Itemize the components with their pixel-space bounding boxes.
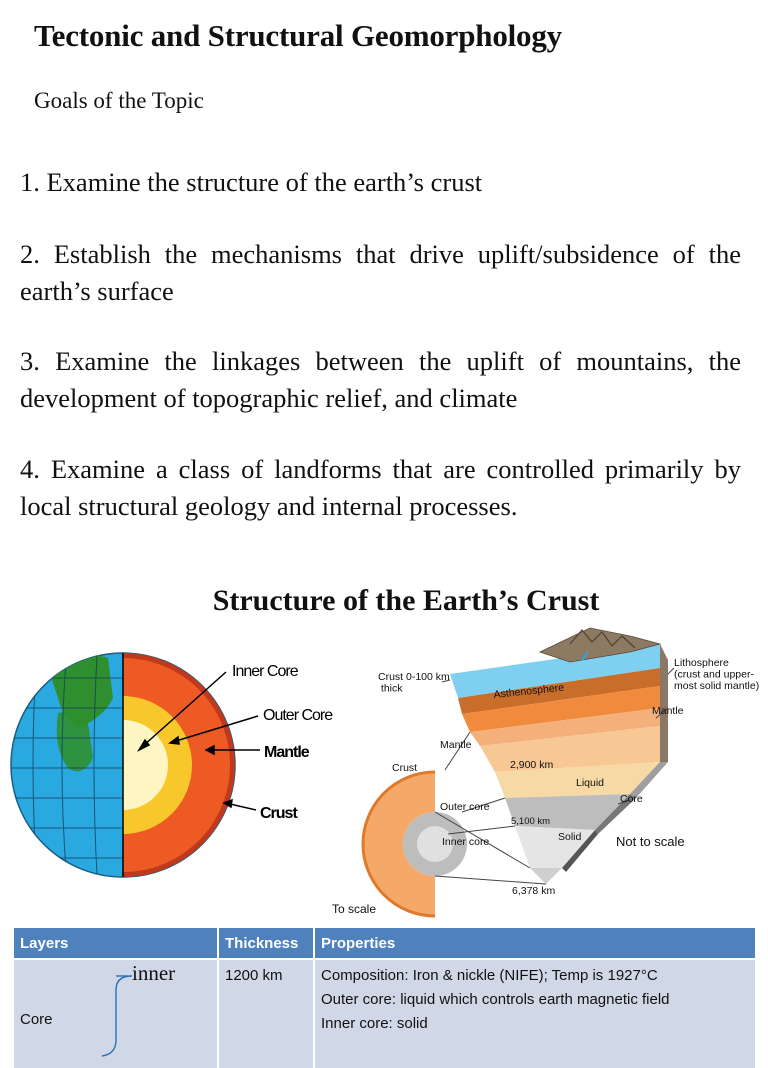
earth-globe-figure (8, 638, 360, 892)
core-label: Core (620, 793, 643, 805)
crust-thickness-label: Crust 0-100 km thick (378, 671, 450, 695)
goal-item: 3. Examine the linkages between the uplift of mountains, the development of topographic relief, and climate (20, 346, 741, 413)
not-to-scale-label: Not to scale (616, 834, 685, 849)
depth-2900-label: 2,900 km (510, 759, 554, 771)
table-row (14, 959, 756, 1068)
property-line: Inner core: solid (321, 1015, 428, 1032)
sublayer-label: inner (132, 961, 176, 985)
liquid-label: Liquid (576, 777, 605, 789)
asthenosphere-label: Asthenosphere (493, 681, 565, 701)
globe-outer-core-label: Outer Core (263, 707, 333, 724)
lithosphere-label: Lithosphere (crust and upper-most solid mantle) (674, 657, 760, 693)
goal-item: 4. Examine a class of landforms that are controlled primarily by local structural geology and internal processes. (20, 454, 741, 521)
depth-6378-label: 6,378 km (512, 885, 556, 897)
globe-mantle-label: Mantle (264, 744, 309, 761)
solid-label: Solid (558, 831, 582, 843)
table-header-row (14, 928, 756, 959)
inner-core-label: Inner core (442, 836, 490, 848)
mantle-right-label: Mantle (652, 705, 684, 717)
goals-heading: Goals of the Topic (34, 88, 204, 113)
section-title: Structure of the Earth’s Crust (212, 584, 600, 617)
globe-inner-core-label: Inner Core (232, 663, 298, 680)
property-line: Outer core: liquid which controls earth magnetic field (321, 991, 670, 1008)
outer-core-label: Outer core (440, 801, 490, 813)
layer-cell (14, 959, 218, 1068)
curly-bracket-icon (94, 970, 134, 1060)
crust-label: Crust (392, 762, 418, 774)
property-line: Composition: Iron & nickle (NIFE); Temp is 1927°C (321, 967, 658, 984)
to-scale-label: To scale (332, 902, 377, 916)
page-title: Tectonic and Structural Geomorphology (34, 18, 562, 53)
header-layers: Layers (14, 928, 218, 959)
layers-table (14, 928, 757, 1068)
mantle-left-label: Mantle (440, 739, 472, 751)
header-thickness: Thickness (218, 928, 314, 959)
goal-item: 2. Establish the mechanisms that drive uplift/subsidence of the earth’s surface (20, 239, 741, 306)
goal-item: 1. Examine the structure of the earth’s crust (20, 167, 483, 197)
thickness-cell: 1200 km (218, 959, 314, 1068)
layer-name: Core (20, 1011, 53, 1028)
earth-wedge-figure (330, 622, 764, 922)
depth-5100-label: 5,100 km (511, 816, 551, 827)
globe-crust-label: Crust (260, 805, 297, 822)
properties-cell (314, 959, 756, 1068)
header-properties: Properties (314, 928, 756, 959)
